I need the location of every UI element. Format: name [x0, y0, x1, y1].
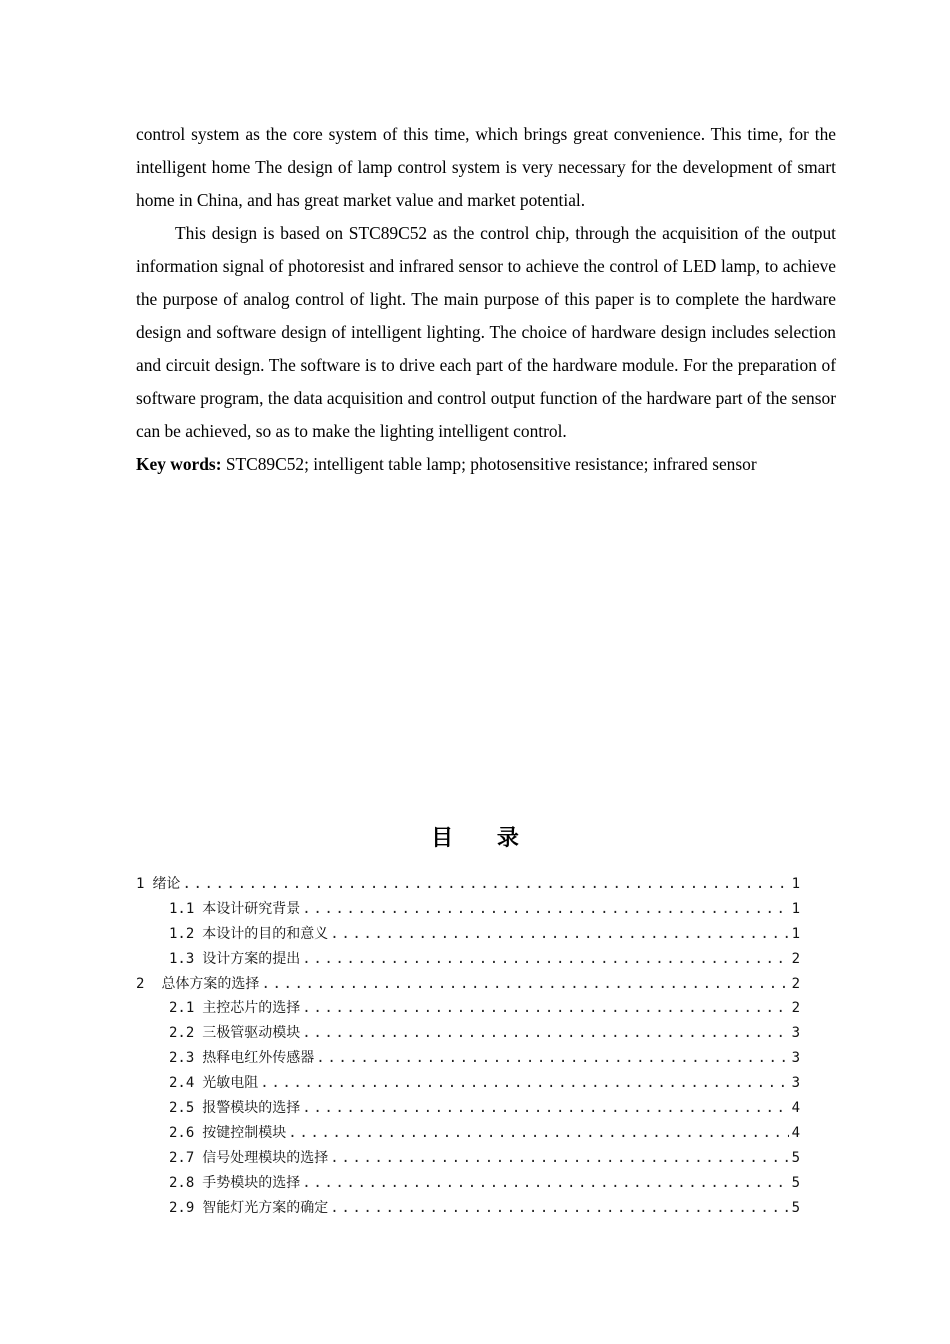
toc-entry[interactable]	[136, 897, 800, 922]
abstract-paragraph-2: This design is based on STC89C52 as the control chip, through the acquisition of the output information signal of photoresist and infrared sensor to achieve the control of LED lamp, to achieve the purpose of analog control of light. The main purpose of this paper is to complete the hardware design and software design of intelligent lighting. The choice of hardware design includes selection and circuit design. The software is to drive each part of the hardware module. For the preparation of software program, the data acquisition and control output function of the hardware part of the sensor can be achieved, so as to make the lighting intelligent control.	[136, 223, 836, 441]
toc-entry-title: 光敏电阻	[202, 1075, 259, 1092]
toc-entry-title: 智能灯光方案的确定	[202, 1199, 329, 1216]
toc-entry[interactable]	[136, 1021, 800, 1046]
toc-entry-number: 2.7	[169, 1149, 195, 1166]
toc-entry-number: 2.3	[169, 1050, 195, 1067]
toc-dot-leader	[261, 972, 789, 997]
toc-entry[interactable]	[136, 922, 800, 947]
toc-entry-number: 2.8	[169, 1174, 195, 1191]
toc-dot-leader	[330, 922, 789, 947]
toc-entry[interactable]	[136, 1171, 800, 1196]
keywords-label: Key words:	[136, 454, 222, 474]
toc-dot-leader	[316, 1046, 789, 1071]
toc-entry[interactable]	[136, 1146, 800, 1171]
toc-entry[interactable]	[136, 972, 800, 997]
toc-entry-page: 3	[791, 1075, 800, 1092]
toc-entry[interactable]	[136, 1046, 800, 1071]
toc-entry-page: 1	[791, 925, 800, 942]
toc-entry-number: 2	[136, 975, 145, 992]
toc-dot-leader	[302, 1096, 789, 1121]
toc-entry-title: 本设计研究背景	[202, 900, 301, 917]
toc-entry-number: 2.1	[169, 1000, 195, 1017]
toc-entry-title: 信号处理模块的选择	[202, 1149, 329, 1166]
toc-entry-number: 2.5	[169, 1100, 195, 1117]
toc-dot-leader	[302, 1171, 789, 1196]
toc-entry-title: 热释电红外传感器	[202, 1050, 315, 1067]
toc-entry-page: 4	[791, 1124, 800, 1141]
toc-entry-page: 5	[791, 1174, 800, 1191]
toc-entry-number: 2.2	[169, 1025, 195, 1042]
english-abstract	[136, 118, 836, 481]
toc-entry[interactable]	[136, 1121, 800, 1146]
toc-dot-leader	[330, 1196, 789, 1221]
toc-entry-number: 1	[136, 876, 145, 892]
toc-dot-leader	[330, 1146, 789, 1171]
toc-entry[interactable]	[136, 996, 800, 1021]
abstract-paragraph-1: control system as the core system of this time, which brings great convenience. This time, for the intelligent home The design of lamp control system is very necessary for the development of smart home in China, and has great market value and market potential.	[136, 124, 836, 210]
toc-dot-leader	[182, 872, 789, 897]
toc-entry-number: 2.6	[169, 1124, 195, 1141]
toc-entry-title: 绪论	[152, 876, 181, 892]
keywords-value: STC89C52; intelligent table lamp; photosensitive resistance; infrared sensor	[221, 454, 757, 474]
toc-entry-title: 按键控制模块	[202, 1124, 287, 1141]
toc-entry[interactable]	[136, 872, 800, 897]
toc-entry-title: 本设计的目的和意义	[202, 925, 329, 942]
toc-entry-page: 2	[791, 1000, 800, 1017]
toc-entry-number: 2.9	[169, 1199, 195, 1216]
toc-dot-leader	[302, 947, 789, 972]
toc-entry-page: 3	[791, 1025, 800, 1042]
keywords-line	[136, 448, 836, 481]
toc-entry-title: 三极管驱动模块	[202, 1025, 301, 1042]
toc-entry-number: 1.1	[169, 900, 195, 917]
toc-title: 目 录	[431, 826, 537, 851]
toc-entry-page: 5	[791, 1199, 800, 1216]
table-of-contents	[136, 872, 800, 1220]
toc-entry-page: 2	[791, 975, 800, 992]
toc-entry-title: 报警模块的选择	[202, 1100, 301, 1117]
toc-dot-leader	[302, 1021, 789, 1046]
toc-entry-page: 3	[791, 1050, 800, 1067]
toc-dot-leader	[302, 897, 789, 922]
toc-entry[interactable]	[136, 1071, 800, 1096]
toc-entry-title: 手势模块的选择	[202, 1174, 301, 1191]
toc-entry-number: 1.2	[169, 925, 195, 942]
toc-entry-page: 4	[791, 1100, 800, 1117]
toc-entry-title: 总体方案的选择	[161, 975, 260, 992]
toc-entry-page: 1	[791, 900, 800, 917]
toc-entry-page: 2	[791, 950, 800, 967]
toc-entry[interactable]	[136, 1196, 800, 1221]
toc-entry-title: 设计方案的提出	[202, 950, 301, 967]
toc-dot-leader	[260, 1071, 789, 1096]
toc-dot-leader	[302, 996, 789, 1021]
toc-entry[interactable]	[136, 947, 800, 972]
toc-dot-leader	[288, 1121, 789, 1146]
toc-entry-title: 主控芯片的选择	[202, 1000, 301, 1017]
toc-entry-page: 1	[791, 876, 800, 892]
toc-entry-number: 2.4	[169, 1075, 195, 1092]
toc-entry[interactable]	[136, 1096, 800, 1121]
toc-entry-number: 1.3	[169, 950, 195, 967]
toc-entry-page: 5	[791, 1149, 800, 1166]
